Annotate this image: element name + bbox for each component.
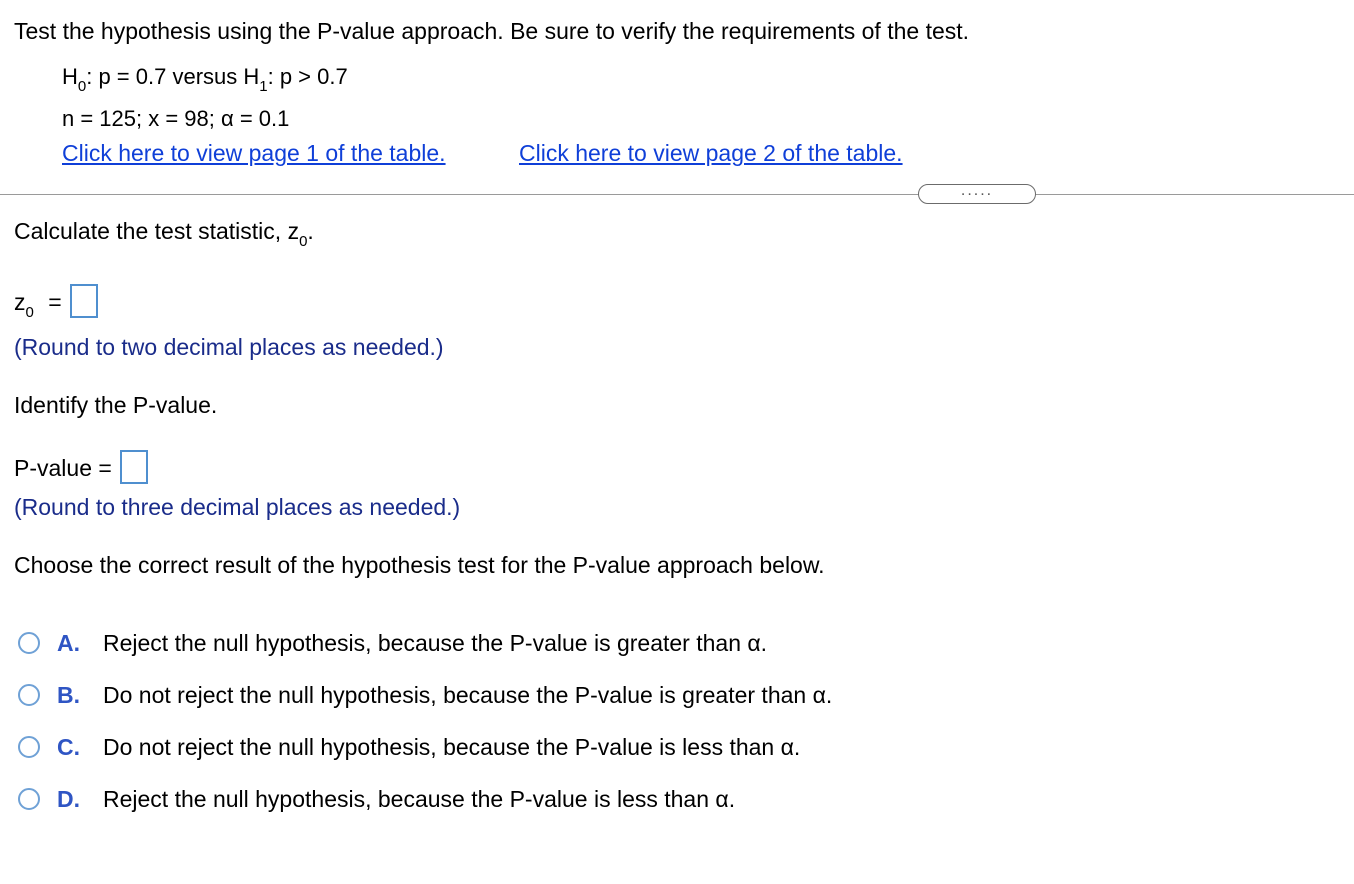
test-statistic-hint: (Round to two decimal places as needed.) bbox=[14, 334, 444, 360]
test-statistic-input[interactable] bbox=[70, 284, 98, 318]
option-c-letter: C. bbox=[57, 734, 80, 760]
result-prompt: Choose the correct result of the hypothesis test for the P-value approach below. bbox=[14, 552, 825, 578]
h1-text: : p > 0.7 bbox=[267, 64, 348, 89]
option-c-text: Do not reject the null hypothesis, because the P-value is less than α. bbox=[103, 734, 801, 760]
table-page-2-link[interactable]: Click here to view page 2 of the table. bbox=[519, 140, 903, 166]
hypotheses bbox=[62, 63, 348, 94]
p-value-hint: (Round to three decimal places as needed.) bbox=[14, 494, 461, 520]
p-value-input[interactable] bbox=[120, 450, 148, 484]
option-d-letter: D. bbox=[57, 786, 80, 812]
z0-symbol: z bbox=[14, 289, 26, 315]
option-a-text: Reject the null hypothesis, because the P-value is greater than α. bbox=[103, 630, 768, 656]
option-a-letter: A. bbox=[57, 630, 80, 656]
z0-equals: = bbox=[48, 289, 62, 315]
option-b-text: Do not reject the null hypothesis, because the P-value is greater than α. bbox=[103, 682, 833, 708]
instruction-text: Test the hypothesis using the P-value approach. Be sure to verify the requirements of the test. bbox=[14, 18, 970, 44]
option-b-radio[interactable] bbox=[18, 684, 40, 706]
option-c-radio[interactable] bbox=[18, 736, 40, 758]
expand-dots-button[interactable]: ..... bbox=[918, 184, 1036, 204]
test-statistic-prompt-subscript: 0 bbox=[299, 233, 308, 250]
test-statistic-prompt-text: Calculate the test statistic, z bbox=[14, 218, 300, 244]
section-divider bbox=[0, 194, 1354, 195]
option-b-letter: B. bbox=[57, 682, 80, 708]
test-statistic-prompt bbox=[14, 217, 314, 249]
h0-text: : p = 0.7 versus bbox=[86, 64, 244, 89]
option-d-radio[interactable] bbox=[18, 788, 40, 810]
p-value-label: P-value = bbox=[14, 455, 112, 481]
z0-subscript: 0 bbox=[25, 304, 34, 321]
option-d-text: Reject the null hypothesis, because the P-value is less than α. bbox=[103, 786, 736, 812]
h0-symbol: H bbox=[62, 64, 78, 89]
test-statistic-prompt-end: . bbox=[307, 218, 314, 244]
table-page-1-link[interactable]: Click here to view page 1 of the table. bbox=[62, 140, 446, 166]
test-statistic-answer-row bbox=[14, 288, 98, 320]
p-value-answer-row bbox=[14, 454, 148, 484]
option-a-radio[interactable] bbox=[18, 632, 40, 654]
given-values: n = 125; x = 98; α = 0.1 bbox=[62, 106, 290, 131]
p-value-prompt: Identify the P-value. bbox=[14, 392, 218, 418]
h1-subscript: 1 bbox=[259, 78, 268, 95]
h1-symbol: H bbox=[243, 64, 260, 89]
h0-subscript: 0 bbox=[77, 78, 87, 95]
